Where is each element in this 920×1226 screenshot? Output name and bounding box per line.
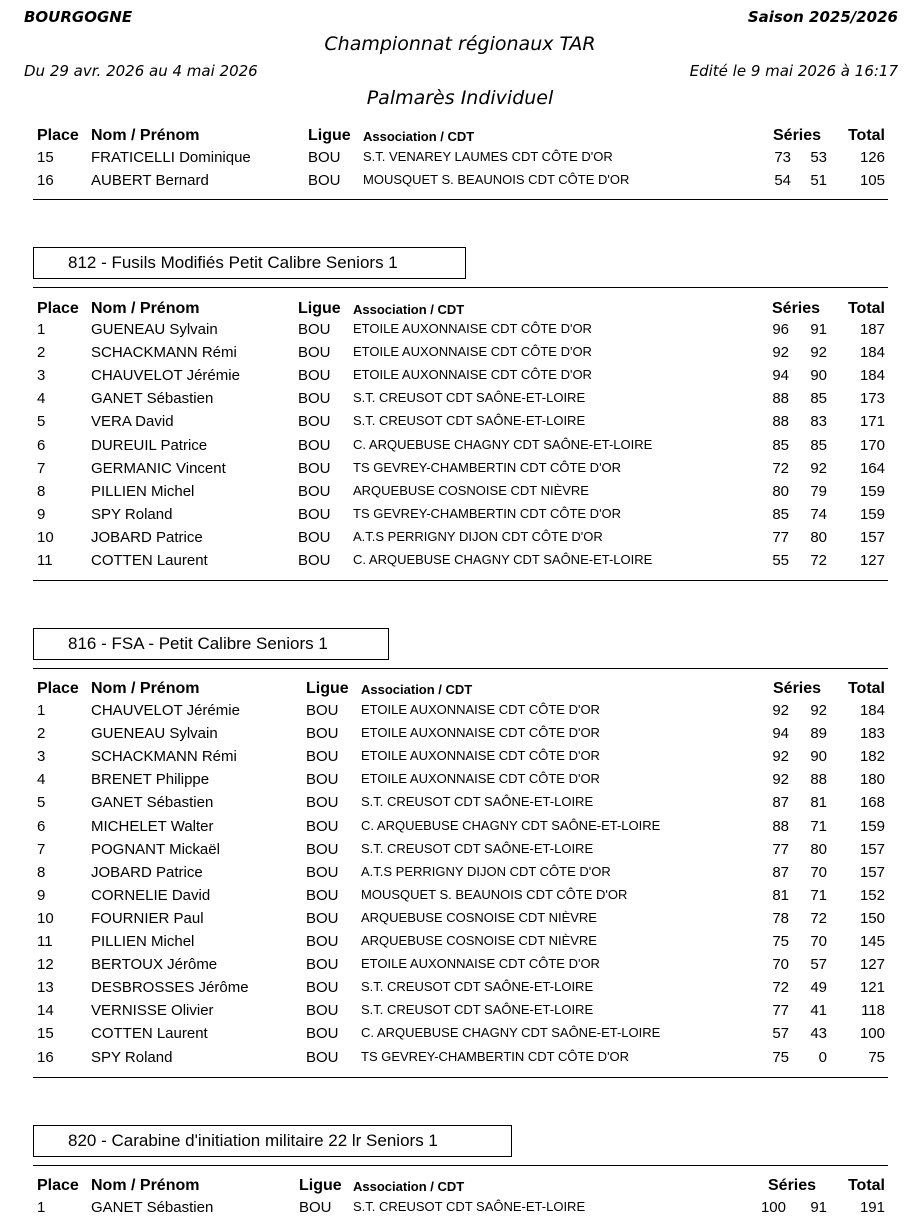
cell-ligue: BOU <box>298 367 331 385</box>
cell-series-1: 100 <box>760 1199 786 1216</box>
cell-series-2: 92 <box>810 702 827 719</box>
cell-place: 4 <box>37 771 46 789</box>
table-row <box>0 149 920 172</box>
cell-ligue: BOU <box>298 459 331 477</box>
cell-place: 3 <box>37 748 46 766</box>
cell-series-1: 72 <box>772 979 789 997</box>
cell-total: 127 <box>859 552 885 569</box>
cell-place: 1 <box>37 1199 46 1216</box>
header-total: Total <box>847 127 885 144</box>
cell-place: 7 <box>37 459 46 477</box>
cell-association: S.T. CREUSOT CDT SAÔNE-ET-LOIRE <box>353 390 586 406</box>
cell-name: COTTEN Laurent <box>91 1025 208 1043</box>
section-bottom-rule <box>33 1077 888 1078</box>
section-title: 820 - Carabine d'initiation militaire 22 lr Seniors 1 <box>33 1125 512 1157</box>
cell-association: ETOILE AUXONNAISE CDT CÔTE D'OR <box>361 725 600 741</box>
section-bottom-rule <box>33 580 888 581</box>
cell-place: 1 <box>37 321 46 338</box>
cell-series-2: 92 <box>810 459 827 477</box>
cell-series-1: 72 <box>772 459 789 477</box>
cell-series-2: 85 <box>810 390 827 408</box>
cell-name: GUENEAU Sylvain <box>91 321 218 338</box>
cell-ligue: BOU <box>306 725 339 743</box>
header-total: Total <box>847 300 885 317</box>
cell-name: GANET Sébastien <box>91 1199 214 1216</box>
region-label: BOURGOGNE <box>24 8 133 26</box>
cell-ligue: BOU <box>298 482 331 500</box>
cell-ligue: BOU <box>306 956 339 974</box>
cell-ligue: BOU <box>308 149 341 166</box>
cell-place: 3 <box>37 367 46 385</box>
cell-series-2: 89 <box>810 725 827 743</box>
header-series: Séries <box>772 300 821 317</box>
cell-association: ETOILE AUXONNAISE CDT CÔTE D'OR <box>361 771 600 787</box>
cell-series-1: 94 <box>772 367 789 385</box>
cell-place: 9 <box>37 886 46 904</box>
cell-name: GERMANIC Vincent <box>91 459 226 477</box>
page-subtitle: Palmarès Individuel <box>366 87 554 109</box>
cell-association: A.T.S PERRIGNY DIJON CDT CÔTE D'OR <box>361 863 611 879</box>
cell-association: S.T. VENAREY LAUMES CDT CÔTE D'OR <box>363 149 613 164</box>
cell-total: 184 <box>859 367 885 385</box>
table-header <box>0 1177 920 1199</box>
cell-total: 159 <box>859 817 885 835</box>
cell-total: 105 <box>859 172 885 190</box>
section-bottom-rule <box>33 199 888 200</box>
cell-place: 4 <box>37 390 46 408</box>
cell-association: ARQUEBUSE COSNOISE CDT NIÈVRE <box>361 909 597 925</box>
cell-place: 2 <box>37 344 46 362</box>
table-row <box>0 413 920 436</box>
cell-association: ETOILE AUXONNAISE CDT CÔTE D'OR <box>353 344 592 360</box>
cell-association: C. ARQUEBUSE CHAGNY CDT SAÔNE-ET-LOIRE <box>353 552 653 567</box>
table-row <box>0 483 920 506</box>
cell-association: A.T.S PERRIGNY DIJON CDT CÔTE D'OR <box>353 528 603 544</box>
header-association: Association / CDT <box>363 129 475 144</box>
cell-total: 159 <box>859 505 885 523</box>
cell-ligue: BOU <box>306 1048 339 1066</box>
cell-name: DESBROSSES Jérôme <box>91 979 249 997</box>
header-place: Place <box>37 300 79 317</box>
cell-series-1: 75 <box>772 933 789 950</box>
cell-association: ETOILE AUXONNAISE CDT CÔTE D'OR <box>353 321 592 336</box>
table-row <box>0 956 920 979</box>
cell-association: ETOILE AUXONNAISE CDT CÔTE D'OR <box>361 956 600 972</box>
table-row <box>0 725 920 748</box>
cell-series-1: 80 <box>772 482 789 500</box>
cell-total: 118 <box>861 1002 885 1020</box>
cell-name: CORNELIE David <box>91 886 211 904</box>
cell-place: 10 <box>37 909 54 927</box>
table-row <box>0 390 920 413</box>
cell-place: 1 <box>37 702 46 719</box>
cell-series-1: 77 <box>772 528 789 546</box>
table-row <box>0 748 920 771</box>
cell-ligue: BOU <box>306 771 339 789</box>
cell-place: 16 <box>37 1048 54 1066</box>
cell-name: POGNANT Mickaël <box>91 840 220 858</box>
table-row <box>0 1002 920 1025</box>
cell-total: 182 <box>859 748 885 766</box>
cell-name: COTTEN Laurent <box>91 552 208 569</box>
cell-series-2: 85 <box>810 436 827 454</box>
cell-ligue: BOU <box>306 933 339 950</box>
cell-series-1: 92 <box>772 748 789 766</box>
cell-ligue: BOU <box>298 528 331 546</box>
table-row <box>0 344 920 367</box>
header-total: Total <box>847 680 885 697</box>
cell-association: ETOILE AUXONNAISE CDT CÔTE D'OR <box>361 702 600 717</box>
cell-series-1: 75 <box>772 1048 789 1066</box>
cell-series-2: 91 <box>810 321 827 338</box>
cell-series-1: 92 <box>772 344 789 362</box>
cell-ligue: BOU <box>298 321 331 338</box>
cell-name: GANET Sébastien <box>91 794 214 812</box>
cell-ligue: BOU <box>298 390 331 408</box>
cell-series-1: 73 <box>774 149 791 166</box>
cell-series-1: 94 <box>772 725 789 743</box>
cell-place: 5 <box>37 794 46 812</box>
cell-association: S.T. CREUSOT CDT SAÔNE-ET-LOIRE <box>361 979 594 995</box>
table-row <box>0 437 920 460</box>
header-association: Association / CDT <box>353 302 465 317</box>
section-top-rule <box>33 287 888 288</box>
cell-association: TS GEVREY-CHAMBERTIN CDT CÔTE D'OR <box>361 1048 630 1064</box>
cell-association: S.T. CREUSOT CDT SAÔNE-ET-LOIRE <box>353 1199 586 1214</box>
table-row <box>0 367 920 390</box>
table-row <box>0 979 920 1002</box>
cell-place: 8 <box>37 482 46 500</box>
cell-series-2: 57 <box>810 956 827 974</box>
cell-series-1: 77 <box>772 840 789 858</box>
cell-series-2: 49 <box>810 979 827 997</box>
cell-association: ETOILE AUXONNAISE CDT CÔTE D'OR <box>361 748 600 764</box>
cell-ligue: BOU <box>299 1199 332 1216</box>
cell-place: 16 <box>37 172 54 190</box>
cell-series-1: 78 <box>772 909 789 927</box>
header-ligue: Ligue <box>308 127 351 144</box>
date-range: Du 29 avr. 2026 au 4 mai 2026 <box>24 62 258 80</box>
cell-total: 150 <box>859 909 885 927</box>
cell-series-2: 53 <box>810 149 827 166</box>
header-place: Place <box>37 680 79 697</box>
cell-series-1: 57 <box>772 1025 789 1043</box>
cell-place: 6 <box>37 436 46 454</box>
cell-place: 15 <box>37 149 54 166</box>
header-name: Nom / Prénom <box>91 300 200 317</box>
cell-name: JOBARD Patrice <box>91 863 203 881</box>
cell-series-2: 72 <box>810 552 827 569</box>
header-ligue: Ligue <box>298 300 341 317</box>
cell-place: 10 <box>37 528 54 546</box>
cell-series-1: 92 <box>772 771 789 789</box>
cell-association: TS GEVREY-CHAMBERTIN CDT CÔTE D'OR <box>353 459 622 475</box>
cell-series-1: 54 <box>774 172 791 190</box>
header-series: Séries <box>768 1177 817 1194</box>
cell-name: CHAUVELOT Jérémie <box>91 702 240 719</box>
header-series: Séries <box>773 680 822 697</box>
cell-name: BERTOUX Jérôme <box>91 956 218 974</box>
table-row <box>0 841 920 864</box>
cell-series-2: 79 <box>810 482 827 500</box>
cell-series-1: 92 <box>772 702 789 719</box>
header-association: Association / CDT <box>353 1179 465 1194</box>
cell-ligue: BOU <box>306 909 339 927</box>
table-row <box>0 529 920 552</box>
section-top-rule <box>33 668 888 669</box>
cell-name: FRATICELLI Dominique <box>91 149 251 166</box>
header-name: Nom / Prénom <box>91 1177 200 1194</box>
cell-total: 168 <box>859 794 885 812</box>
cell-ligue: BOU <box>306 748 339 766</box>
cell-series-2: 83 <box>810 413 827 431</box>
cell-place: 11 <box>37 552 53 569</box>
cell-place: 11 <box>37 933 53 950</box>
cell-name: PILLIEN Michel <box>91 933 195 950</box>
cell-ligue: BOU <box>298 436 331 454</box>
cell-series-1: 87 <box>772 794 789 812</box>
cell-association: MOUSQUET S. BEAUNOIS CDT CÔTE D'OR <box>363 172 630 188</box>
cell-ligue: BOU <box>306 794 339 812</box>
cell-association: ARQUEBUSE COSNOISE CDT NIÈVRE <box>361 933 597 948</box>
cell-series-2: 81 <box>810 794 827 812</box>
cell-place: 6 <box>37 817 46 835</box>
cell-association: S.T. CREUSOT CDT SAÔNE-ET-LOIRE <box>361 840 594 856</box>
header-name: Nom / Prénom <box>91 680 200 697</box>
header-ligue: Ligue <box>306 680 349 697</box>
cell-association: C. ARQUEBUSE CHAGNY CDT SAÔNE-ET-LOIRE <box>353 436 653 452</box>
cell-place: 5 <box>37 413 46 431</box>
table-header <box>0 300 920 322</box>
cell-total: 127 <box>859 956 885 974</box>
cell-association: S.T. CREUSOT CDT SAÔNE-ET-LOIRE <box>361 794 594 810</box>
cell-series-1: 87 <box>772 863 789 881</box>
cell-series-2: 91 <box>810 1199 827 1216</box>
cell-place: 13 <box>37 979 54 997</box>
table-header <box>0 680 920 702</box>
cell-association: C. ARQUEBUSE CHAGNY CDT SAÔNE-ET-LOIRE <box>361 1025 661 1041</box>
table-row <box>0 771 920 794</box>
cell-name: SPY Roland <box>91 1048 173 1066</box>
cell-ligue: BOU <box>306 817 339 835</box>
cell-name: PILLIEN Michel <box>91 482 195 500</box>
cell-association: ETOILE AUXONNAISE CDT CÔTE D'OR <box>353 367 592 383</box>
cell-place: 14 <box>37 1002 54 1020</box>
cell-ligue: BOU <box>306 840 339 858</box>
table-row <box>0 818 920 841</box>
cell-series-2: 0 <box>818 1048 827 1066</box>
cell-series-1: 88 <box>772 817 789 835</box>
table-row <box>0 887 920 910</box>
cell-series-2: 72 <box>810 909 827 927</box>
header-association: Association / CDT <box>361 682 473 697</box>
cell-series-1: 85 <box>772 505 789 523</box>
cell-total: 184 <box>859 702 885 719</box>
cell-name: VERA David <box>91 413 174 431</box>
cell-place: 15 <box>37 1025 54 1043</box>
cell-ligue: BOU <box>306 1002 339 1020</box>
cell-total: 180 <box>859 771 885 789</box>
header-name: Nom / Prénom <box>91 127 200 144</box>
header-ligue: Ligue <box>299 1177 342 1194</box>
cell-total: 170 <box>859 436 885 454</box>
cell-name: GANET Sébastien <box>91 390 214 408</box>
cell-name: FOURNIER Paul <box>91 909 204 927</box>
table-row <box>0 933 920 956</box>
table-row <box>0 552 920 575</box>
cell-ligue: BOU <box>298 552 331 569</box>
cell-name: SPY Roland <box>91 505 173 523</box>
cell-total: 157 <box>859 840 885 858</box>
cell-total: 152 <box>859 886 885 904</box>
cell-total: 121 <box>859 979 885 997</box>
cell-series-2: 43 <box>810 1025 827 1043</box>
cell-name: SCHACKMANN Rémi <box>91 344 237 362</box>
cell-total: 100 <box>859 1025 885 1043</box>
cell-ligue: BOU <box>298 413 331 431</box>
section-title: 816 - FSA - Petit Calibre Seniors 1 <box>33 628 389 660</box>
cell-total: 164 <box>859 459 885 477</box>
cell-series-2: 41 <box>810 1002 827 1020</box>
header-total: Total <box>847 1177 885 1194</box>
cell-series-2: 51 <box>810 172 827 190</box>
cell-association: ARQUEBUSE COSNOISE CDT NIÈVRE <box>353 482 589 498</box>
cell-total: 126 <box>859 149 885 166</box>
cell-name: VERNISSE Olivier <box>91 1002 214 1020</box>
table-row <box>0 1199 920 1222</box>
table-row <box>0 321 920 344</box>
cell-series-1: 55 <box>772 552 789 569</box>
section-title: 812 - Fusils Modifiés Petit Calibre Seniors 1 <box>33 247 466 279</box>
cell-place: 9 <box>37 505 46 523</box>
cell-place: 8 <box>37 863 46 881</box>
cell-place: 12 <box>37 956 54 974</box>
cell-total: 157 <box>859 528 885 546</box>
cell-name: CHAUVELOT Jérémie <box>91 367 240 385</box>
cell-ligue: BOU <box>306 702 339 719</box>
table-header <box>0 127 920 149</box>
table-row <box>0 864 920 887</box>
cell-series-2: 80 <box>810 528 827 546</box>
cell-name: GUENEAU Sylvain <box>91 725 218 743</box>
cell-ligue: BOU <box>306 1025 339 1043</box>
header-place: Place <box>37 127 79 144</box>
cell-ligue: BOU <box>306 863 339 881</box>
cell-series-2: 88 <box>810 771 827 789</box>
cell-ligue: BOU <box>298 344 331 362</box>
cell-total: 184 <box>859 344 885 362</box>
cell-total: 171 <box>859 413 885 431</box>
cell-association: MOUSQUET S. BEAUNOIS CDT CÔTE D'OR <box>361 886 628 902</box>
cell-ligue: BOU <box>298 505 331 523</box>
cell-series-1: 81 <box>772 886 789 904</box>
cell-series-2: 90 <box>810 367 827 385</box>
cell-total: 159 <box>859 482 885 500</box>
cell-total: 173 <box>859 390 885 408</box>
table-row <box>0 460 920 483</box>
cell-series-1: 77 <box>772 1002 789 1020</box>
cell-place: 7 <box>37 840 46 858</box>
cell-place: 2 <box>37 725 46 743</box>
table-row <box>0 172 920 195</box>
cell-total: 183 <box>859 725 885 743</box>
header-series: Séries <box>773 127 822 144</box>
section-top-rule <box>33 1165 888 1166</box>
cell-series-2: 70 <box>810 863 827 881</box>
cell-total: 145 <box>859 933 885 950</box>
cell-total: 187 <box>859 321 885 338</box>
cell-series-1: 85 <box>772 436 789 454</box>
cell-series-2: 74 <box>810 505 827 523</box>
cell-series-1: 88 <box>772 413 789 431</box>
cell-ligue: BOU <box>306 979 339 997</box>
table-row <box>0 1025 920 1048</box>
cell-association: TS GEVREY-CHAMBERTIN CDT CÔTE D'OR <box>353 505 622 521</box>
cell-association: S.T. CREUSOT CDT SAÔNE-ET-LOIRE <box>361 1002 594 1018</box>
cell-association: S.T. CREUSOT CDT SAÔNE-ET-LOIRE <box>353 413 586 429</box>
table-row <box>0 794 920 817</box>
cell-ligue: BOU <box>308 172 341 190</box>
cell-series-1: 88 <box>772 390 789 408</box>
table-row <box>0 1049 920 1072</box>
cell-series-2: 71 <box>810 817 827 835</box>
cell-series-1: 96 <box>772 321 789 338</box>
cell-ligue: BOU <box>306 886 339 904</box>
cell-name: MICHELET Walter <box>91 817 214 835</box>
cell-total: 75 <box>868 1048 885 1066</box>
cell-series-2: 80 <box>810 840 827 858</box>
season-label: Saison 2025/2026 <box>747 8 898 26</box>
cell-series-2: 71 <box>810 886 827 904</box>
cell-name: AUBERT Bernard <box>91 172 209 190</box>
edited-timestamp: Edité le 9 mai 2026 à 16:17 <box>689 62 898 80</box>
cell-name: SCHACKMANN Rémi <box>91 748 237 766</box>
cell-name: JOBARD Patrice <box>91 528 203 546</box>
cell-series-1: 70 <box>772 956 789 974</box>
cell-association: C. ARQUEBUSE CHAGNY CDT SAÔNE-ET-LOIRE <box>361 817 661 833</box>
table-row <box>0 910 920 933</box>
table-row <box>0 702 920 725</box>
header-place: Place <box>37 1177 79 1194</box>
page-title: Championnat régionaux TAR <box>324 33 596 55</box>
cell-series-2: 90 <box>810 748 827 766</box>
cell-series-2: 70 <box>810 933 827 950</box>
cell-total: 157 <box>859 863 885 881</box>
cell-total: 191 <box>859 1199 885 1216</box>
cell-series-2: 92 <box>810 344 827 362</box>
cell-name: BRENET Philippe <box>91 771 210 789</box>
table-row <box>0 506 920 529</box>
cell-name: DUREUIL Patrice <box>91 436 208 454</box>
